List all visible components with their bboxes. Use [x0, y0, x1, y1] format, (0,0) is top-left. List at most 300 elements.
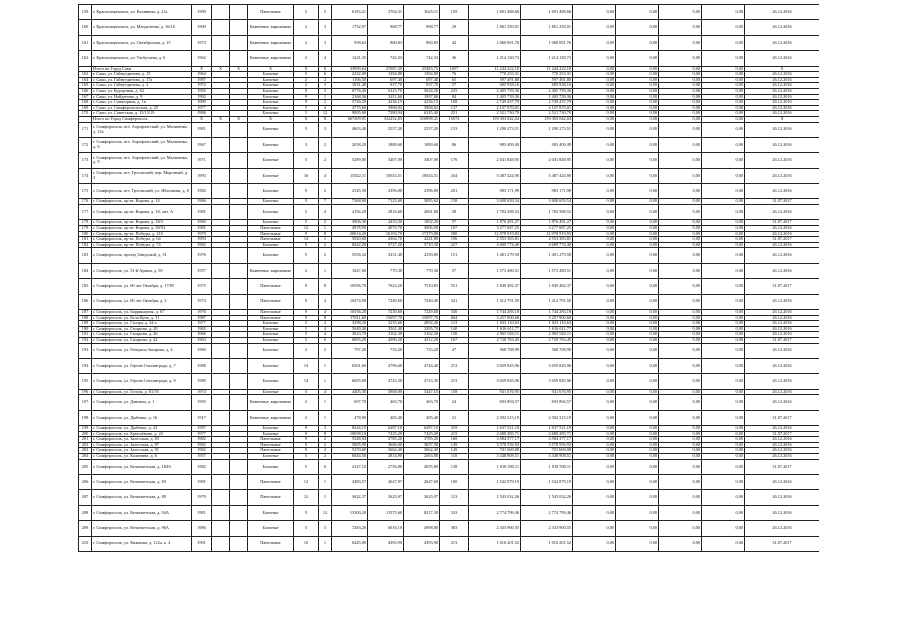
- cell-completion-date: X: [745, 66, 820, 72]
- cell-cost-budget-a: 0,00: [573, 326, 616, 332]
- table-body: [79, 5, 820, 552]
- cell-wall-material: Панельные: [248, 536, 294, 551]
- cell-cost-budget-a: 0,00: [573, 231, 616, 237]
- cell-floors: 5: [294, 521, 319, 536]
- cell-cost-fund: 1 744 283,18: [521, 309, 573, 315]
- cell-entrances: 2: [319, 184, 332, 199]
- cell-residents: 57: [440, 83, 469, 89]
- cell-floors: 9: [294, 88, 319, 94]
- cell-residents: 168: [440, 100, 469, 106]
- cell-year-built: 1976: [192, 248, 212, 263]
- cell-entrances: 2: [319, 153, 332, 168]
- cell-wall-material: Блочные: [248, 343, 294, 358]
- cell-completion-date: 26.12.2016: [745, 395, 820, 410]
- cell-residential-area: 463,70: [404, 395, 440, 410]
- cell-cost-budget-c: 0,00: [659, 426, 702, 432]
- cell-floors: 12: [294, 226, 319, 232]
- table-row: [79, 343, 820, 358]
- cell-floors: 9: [294, 426, 319, 432]
- cell-mark-b: [230, 51, 248, 66]
- cell-row-number: 195: [79, 374, 92, 389]
- cell-cost-budget-c: 0,00: [659, 505, 702, 520]
- table-row: [79, 168, 820, 183]
- cell-wall-material: X: [248, 116, 294, 122]
- cell-completion-date: 26.12.2016: [745, 51, 820, 66]
- cell-entrances: 7: [319, 199, 332, 205]
- cell-cost-total: 2 728 763,45: [469, 337, 521, 343]
- cell-cost-total: 3 578 556,92: [469, 442, 521, 448]
- cell-row-number: 173: [79, 153, 92, 168]
- cell-wall-material: Блочные: [248, 454, 294, 460]
- cell-total-area: 478,90: [332, 410, 368, 425]
- cell-cost-budget-b: 0,00: [616, 454, 659, 460]
- cell-year-built: 1976: [192, 309, 212, 315]
- cell-floors: 9: [294, 279, 319, 294]
- cell-row-number: 205: [79, 459, 92, 474]
- cell-wall-material: Блочные: [248, 389, 294, 395]
- cell-row-number: 198: [79, 410, 92, 425]
- cell-mark-b: [230, 395, 248, 410]
- cell-year-built: 1981: [192, 475, 212, 490]
- cell-year-built: 1988: [192, 358, 212, 373]
- cell-cost-fund: 941 676,95: [521, 389, 573, 395]
- cell-mark-b: [230, 521, 248, 536]
- cell-year-built: 1979: [192, 231, 212, 237]
- cell-wall-material: Блочные: [248, 184, 294, 199]
- cell-residential-area: 3162,30: [404, 332, 440, 338]
- cell-completion-date: 26.12.2016: [745, 475, 820, 490]
- cell-cost-budget-a: 0,00: [573, 279, 616, 294]
- cell-cost-other: 0,00: [702, 94, 745, 100]
- cell-cost-total: 1 782 588,52: [469, 205, 521, 220]
- cell-wall-material: Блочные: [248, 199, 294, 205]
- cell-floors: 9: [294, 309, 319, 315]
- cell-cost-budget-b: 0,00: [616, 389, 659, 395]
- cell-cost-total: 1 405 739,36: [469, 94, 521, 100]
- cell-year-built: 1991: [192, 536, 212, 551]
- cell-year-built: 1972: [192, 83, 212, 89]
- cell-address: г. Симферополь, пгт. Аэрофлотский, ул. Мальченко, д. 6: [92, 137, 192, 152]
- cell-address: г. Саки, ул. Гайнутдинова, д. 15: [92, 72, 192, 78]
- cell-cost-budget-b: 0,00: [616, 248, 659, 263]
- cell-cost-budget-c: 0,00: [659, 389, 702, 395]
- cell-cost-total: 3 659 845,96: [469, 374, 521, 389]
- cell-row-number: 162: [79, 51, 92, 66]
- cell-residents: 149: [440, 448, 469, 454]
- cell-cost-budget-c: 0,00: [659, 248, 702, 263]
- cell-cost-fund: 1 616 611,77: [521, 326, 573, 332]
- cell-living-area: 2814,90: [368, 454, 404, 460]
- cell-cost-budget-a: 0,00: [573, 374, 616, 389]
- cell-cost-total: 2 405 759,36: [469, 88, 521, 94]
- cell-cost-other: 0,00: [702, 279, 745, 294]
- cell-residents: 227: [440, 242, 469, 248]
- cell-completion-date: 26.12.2016: [745, 521, 820, 536]
- cell-cost-budget-a: 0,00: [573, 332, 616, 338]
- cell-mark-b: X: [230, 66, 248, 72]
- cell-residential-area: 3447,10: [404, 389, 440, 395]
- cell-residents: 160: [440, 437, 469, 443]
- cell-row-number: 159: [79, 5, 92, 20]
- cell-cost-total: 1 543 032,26: [469, 490, 521, 505]
- cell-total-area: 5920,60: [332, 237, 368, 243]
- cell-total-area: 6183,21: [332, 5, 368, 20]
- cell-completion-date: 31.07.2017: [745, 237, 820, 243]
- cell-cost-budget-a: 0,00: [573, 20, 616, 35]
- cell-entrances: 6: [319, 72, 332, 78]
- cell-row-number: 197: [79, 395, 92, 410]
- cell-year-built: 1989: [192, 100, 212, 106]
- cell-row-number: 160: [79, 20, 92, 35]
- cell-cost-fund: 159 303 042,04: [521, 116, 573, 122]
- cell-cost-fund: 2 041 848,95: [521, 153, 573, 168]
- cell-residents: 29: [440, 20, 469, 35]
- cell-completion-date: 26.12.2016: [745, 111, 820, 117]
- cell-wall-material: Блочные: [248, 358, 294, 373]
- cell-completion-date: 26.12.2016: [745, 184, 820, 199]
- cell-cost-budget-a: 0,00: [573, 220, 616, 226]
- cell-residential-area: 2055,80: [404, 459, 440, 474]
- cell-cost-fund: 1 016 201,52: [521, 536, 573, 551]
- cell-cost-total: 2 774 799,46: [469, 505, 521, 520]
- cell-cost-total: 2 107 870,01: [469, 105, 521, 111]
- cell-floors: 12: [294, 475, 319, 490]
- cell-residents: 113: [440, 321, 469, 327]
- cell-living-area: 937,70: [368, 83, 404, 89]
- cell-cost-fund: 685 938,16: [521, 83, 573, 89]
- cell-address: г. Симферополь, ул. Кечкеметская, д. 184А: [92, 459, 192, 474]
- cell-completion-date: 26.12.2016: [745, 231, 820, 237]
- cell-cost-budget-b: 0,00: [616, 137, 659, 152]
- cell-residents: 167: [440, 337, 469, 343]
- table-row: [79, 248, 820, 263]
- cell-living-area: 3662,40: [368, 448, 404, 454]
- cell-completion-date: 26.12.2016: [745, 426, 820, 432]
- cell-residential-area: 1997,86: [404, 94, 440, 100]
- cell-total-area: 4603,40: [332, 122, 368, 137]
- cell-cost-budget-a: 0,00: [573, 248, 616, 263]
- cell-address: г. Симферополь, ул. Залесская, д. 91: [92, 448, 192, 454]
- cell-mark-a: [212, 5, 230, 20]
- cell-address: г. Симферополь, ул. 60 лет Октября, д. 3: [92, 294, 192, 309]
- cell-cost-fund: 1 018 590,11: [521, 459, 573, 474]
- cell-cost-budget-a: 0,00: [573, 521, 616, 536]
- cell-floors: 5: [294, 454, 319, 460]
- cell-living-area: 2647,97: [368, 475, 404, 490]
- cell-cost-other: 0,00: [702, 321, 745, 327]
- cell-cost-fund: 1 637 521,18: [521, 426, 573, 432]
- cell-row-number: 164: [79, 77, 92, 83]
- cell-wall-material: Блочные: [248, 105, 294, 111]
- cell-living-area: 2433,30: [368, 220, 404, 226]
- cell-residential-area: 3657,90: [404, 442, 440, 448]
- cell-completion-date: 26.12.2016: [745, 332, 820, 338]
- cell-mark-a: [212, 205, 230, 220]
- cell-cost-budget-c: 0,00: [659, 459, 702, 474]
- cell-floors: 9: [294, 448, 319, 454]
- cell-cost-budget-c: 0,00: [659, 454, 702, 460]
- cell-wall-material: Панельные: [248, 237, 294, 243]
- cell-cost-other: 0,00: [702, 184, 745, 199]
- cell-address: г. Симферополь, ул. Баррикадная, д. 67: [92, 309, 192, 315]
- cell-residential-area: 1889,60: [404, 137, 440, 152]
- cell-cost-budget-b: 0,00: [616, 237, 659, 243]
- cell-entrances: 3: [319, 88, 332, 94]
- cell-completion-date: 26.12.2016: [745, 35, 820, 50]
- cell-floors: 5: [294, 459, 319, 474]
- cell-completion-date: 31.07.2017: [745, 410, 820, 425]
- cell-year-built: 1977: [192, 321, 212, 327]
- cell-residents: 201: [440, 184, 469, 199]
- cell-residential-area: 3785,20: [404, 437, 440, 443]
- cell-living-area: 697,40: [368, 77, 404, 83]
- cell-address: г. Симферополь, ул. Кечкеметская, д. 83: [92, 475, 192, 490]
- cell-floors: 5: [294, 153, 319, 168]
- document-page: [78, 4, 819, 636]
- cell-residential-area: 2563,80: [404, 454, 440, 460]
- cell-total-area: 3298,20: [332, 321, 368, 327]
- cell-address: г. Красноперекопск, ул. Тагбутаева, д. 6: [92, 51, 192, 66]
- cell-living-area: 3162,30: [368, 332, 404, 338]
- cell-cost-total: 941 676,95: [469, 389, 521, 395]
- cell-wall-material: Панельные: [248, 437, 294, 443]
- cell-cost-budget-c: 0,00: [659, 374, 702, 389]
- cell-living-area: 1394,80: [368, 72, 404, 78]
- table-row: [79, 137, 820, 152]
- cell-living-area: 6287,10: [368, 426, 404, 432]
- cell-mark-a: [212, 459, 230, 474]
- cell-residents: 36: [440, 51, 469, 66]
- cell-residents: 176: [440, 153, 469, 168]
- cell-cost-budget-b: 0,00: [616, 83, 659, 89]
- cell-mark-b: [230, 5, 248, 20]
- cell-cost-other: 0,00: [702, 83, 745, 89]
- cell-floors: 5: [294, 332, 319, 338]
- cell-cost-budget-a: 0,00: [573, 94, 616, 100]
- cell-cost-other: 0,00: [702, 426, 745, 432]
- cell-row-number: 172: [79, 137, 92, 152]
- cell-living-area: 4723,30: [368, 374, 404, 389]
- cell-residents: 333: [440, 505, 469, 520]
- cell-floors: 9: [294, 184, 319, 199]
- cell-cost-other: 0,00: [702, 72, 745, 78]
- cell-row-number: 203: [79, 448, 92, 454]
- cell-completion-date: 26.12.2016: [745, 72, 820, 78]
- cell-mark-a: [212, 168, 230, 183]
- cell-cost-budget-a: 0,00: [573, 315, 616, 321]
- cell-cost-budget-b: 0,00: [616, 374, 659, 389]
- cell-row-number: 169: [79, 105, 92, 111]
- cell-completion-date: 31.07.2017: [745, 431, 820, 437]
- cell-residents: 107: [440, 226, 469, 232]
- cell-cost-total: 2 041 848,95: [469, 153, 521, 168]
- cell-cost-total: 159 303 042,04: [469, 116, 521, 122]
- cell-residents: 604: [440, 315, 469, 321]
- cell-row-number: 170: [79, 111, 92, 117]
- cell-completion-date: 26.12.2016: [745, 294, 820, 309]
- cell-total-area: 10474,90: [332, 294, 368, 309]
- cell-total-area: 3483,57: [332, 475, 368, 490]
- cell-cost-fund: 3 584 377,17: [521, 437, 573, 443]
- cell-wall-material: Блочные: [248, 426, 294, 432]
- cell-cost-total: 5 487 424,90: [469, 168, 521, 183]
- cell-cost-budget-c: 0,00: [659, 237, 702, 243]
- cell-residents: 76: [440, 72, 469, 78]
- cell-entrances: 4: [319, 205, 332, 220]
- cell-wall-material: Блочные: [248, 83, 294, 89]
- table-row: [79, 475, 820, 490]
- cell-address: г. Симферополь, пр-кт. Кирова, д. 39/53: [92, 226, 192, 232]
- cell-cost-budget-a: 0,00: [573, 448, 616, 454]
- cell-address: г. Красноперекопск, ул. Менделеева, д. 16/16: [92, 20, 192, 35]
- cell-cost-fund: 1 023 110,63: [521, 321, 573, 327]
- cell-year-built: 1981: [192, 226, 212, 232]
- cell-residents: 580: [440, 231, 469, 237]
- cell-completion-date: 26.12.2016: [745, 343, 820, 358]
- cell-wall-material: X: [248, 66, 294, 72]
- cell-cost-other: 0,00: [702, 220, 745, 226]
- table-row: [79, 205, 820, 220]
- cell-floors: 14: [294, 237, 319, 243]
- table-row: [79, 521, 820, 536]
- cell-living-area: 3407,00: [368, 153, 404, 168]
- cell-completion-date: 26.12.2016: [745, 326, 820, 332]
- cell-year-built: X: [192, 66, 212, 72]
- cell-cost-total: 1 861 250,01: [469, 20, 521, 35]
- cell-entrances: 8: [319, 315, 332, 321]
- cell-cost-budget-c: 0,00: [659, 315, 702, 321]
- cell-residents: 140: [440, 326, 469, 332]
- cell-residents: 57: [440, 220, 469, 226]
- cell-cost-fund: 3 600 659,54: [521, 199, 573, 205]
- table-row: [79, 5, 820, 20]
- cell-year-built: 1986: [192, 111, 212, 117]
- cell-year-built: 1966: [192, 199, 212, 205]
- cell-total-area: 2058,20: [332, 137, 368, 152]
- cell-year-built: 1981: [192, 205, 212, 220]
- cell-cost-total: 2 333 960,55: [469, 521, 521, 536]
- cell-cost-budget-c: 0,00: [659, 521, 702, 536]
- cell-cost-budget-b: 0,00: [616, 199, 659, 205]
- cell-wall-material: Блочные: [248, 521, 294, 536]
- cell-cost-fund: 1 405 739,36: [521, 94, 573, 100]
- cell-residents: 158: [440, 389, 469, 395]
- cell-entrances: 2: [319, 442, 332, 448]
- cell-mark-b: [230, 343, 248, 358]
- cell-residents: 251: [440, 111, 469, 117]
- cell-entrances: 3: [319, 521, 332, 536]
- cell-completion-date: 26.12.2016: [745, 83, 820, 89]
- cell-mark-b: [230, 248, 248, 263]
- cell-residential-area: 3006,00: [404, 226, 440, 232]
- cell-cost-total: 1 744 283,18: [469, 309, 521, 315]
- cell-wall-material: Панельные: [248, 231, 294, 237]
- cell-wall-material: Панельные: [248, 315, 294, 321]
- cell-cost-budget-c: 0,00: [659, 343, 702, 358]
- cell-wall-material: Каменные, кирпичные: [248, 20, 294, 35]
- housing-registry-table: [78, 4, 819, 552]
- cell-total-area: 2168,36: [332, 94, 368, 100]
- cell-cost-budget-a: 0,00: [573, 442, 616, 448]
- cell-cost-budget-b: 0,00: [616, 332, 659, 338]
- cell-entrances: 1: [319, 374, 332, 389]
- cell-completion-date: 26.12.2016: [745, 454, 820, 460]
- cell-address: г. Симферополь, ул. Кечкеметская, д. 94А: [92, 505, 192, 520]
- cell-residents: 383: [440, 521, 469, 536]
- cell-floors: 9: [294, 294, 319, 309]
- cell-cost-budget-c: 0,00: [659, 105, 702, 111]
- cell-mark-b: [230, 205, 248, 220]
- cell-mark-a: [212, 536, 230, 551]
- cell-entrances: 3: [319, 83, 332, 89]
- cell-residential-area: 2396,80: [404, 184, 440, 199]
- cell-entrances: 1: [319, 226, 332, 232]
- cell-floors: 14: [294, 374, 319, 389]
- cell-total-area: 1221,35: [332, 51, 368, 66]
- cell-row-number: 194: [79, 358, 92, 373]
- cell-cost-fund: 568 708,99: [521, 343, 573, 358]
- cell-completion-date: 26.12.2016: [745, 490, 820, 505]
- table-row: [79, 153, 820, 168]
- cell-cost-other: 0,00: [702, 315, 745, 321]
- cell-cost-other: 0,00: [702, 410, 745, 425]
- cell-row-number: 175: [79, 184, 92, 199]
- cell-cost-fund: 1 691 488,66: [521, 5, 573, 20]
- cell-cost-fund: 2 521 730,79: [521, 111, 573, 117]
- cell-year-built: 1966: [192, 332, 212, 338]
- cell-year-built: 1982: [192, 184, 212, 199]
- cell-entrances: 1: [319, 475, 332, 490]
- cell-cost-budget-b: 0,00: [616, 184, 659, 199]
- cell-wall-material: Панельные: [248, 448, 294, 454]
- cell-cost-budget-b: 0,00: [616, 437, 659, 443]
- cell-cost-budget-c: 0,00: [659, 226, 702, 232]
- cell-cost-fund: 1 573 480,51: [521, 263, 573, 278]
- cell-completion-date: 26.12.2016: [745, 94, 820, 100]
- cell-year-built: 1974: [192, 389, 212, 395]
- cell-cost-other: 0,00: [702, 20, 745, 35]
- cell-cost-budget-b: 0,00: [616, 220, 659, 226]
- cell-cost-budget-b: 0,00: [616, 153, 659, 168]
- cell-cost-budget-c: 0,00: [659, 431, 702, 437]
- cell-address: г. Саки, ул. Гайнутдинова, д. 17а: [92, 77, 192, 83]
- cell-entrances: 12: [319, 111, 332, 117]
- cell-living-area: 3968,02: [368, 105, 404, 111]
- cell-cost-budget-b: 0,00: [616, 358, 659, 373]
- cell-cost-fund: 2 392 315,19: [521, 410, 573, 425]
- cell-wall-material: Блочные: [248, 242, 294, 248]
- cell-mark-a: [212, 374, 230, 389]
- cell-mark-a: [212, 343, 230, 358]
- cell-cost-budget-c: 0,00: [659, 442, 702, 448]
- cell-floors: 5: [294, 505, 319, 520]
- cell-total-area: 2232,00: [332, 72, 368, 78]
- cell-living-area: 770,30: [368, 263, 404, 278]
- cell-completion-date: 26.12.2016: [745, 374, 820, 389]
- table-row: [79, 358, 820, 373]
- cell-living-area: 6115,70: [368, 88, 404, 94]
- cell-residents: 100: [440, 475, 469, 490]
- cell-year-built: 1965: [192, 326, 212, 332]
- cell-residents: 15072: [440, 116, 469, 122]
- cell-total-area: 1166,50: [332, 77, 368, 83]
- cell-residential-area: 2092,40: [404, 321, 440, 327]
- cell-year-built: 1900: [192, 20, 212, 35]
- cell-residential-area: 6287,10: [404, 426, 440, 432]
- cell-cost-budget-b: 0,00: [616, 35, 659, 50]
- cell-total-area: 4145,39: [332, 184, 368, 199]
- cell-address: г. Симферополь, пгт. Аэрофлотский, ул. Мальченко, д. 15а: [92, 122, 192, 137]
